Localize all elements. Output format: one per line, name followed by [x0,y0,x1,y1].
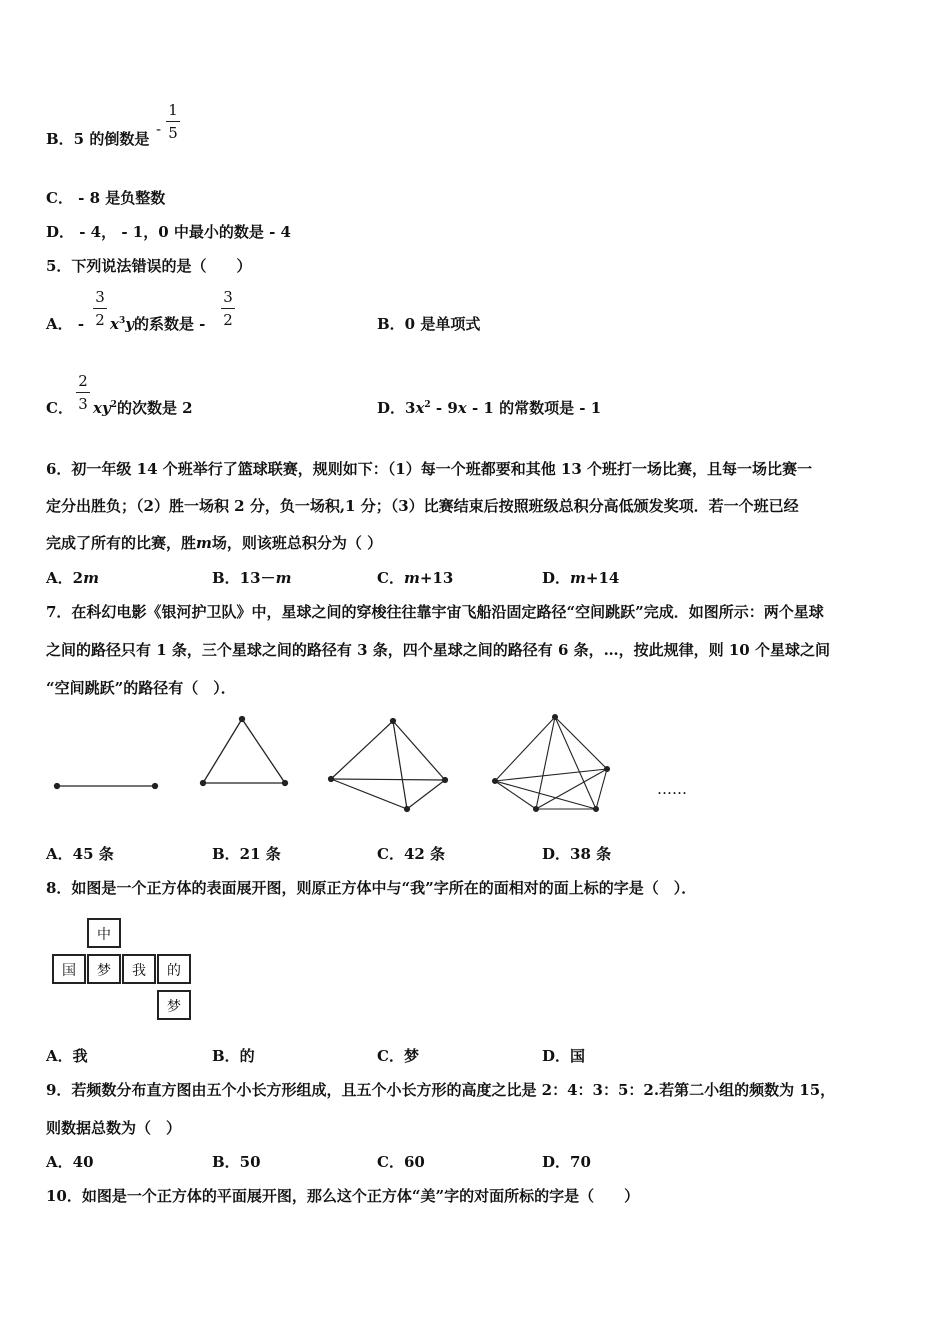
q5-d-end: - 1 的常数项是 - 1 [466,399,602,417]
q5-a-var: x [110,315,119,333]
q8-stem: 8．如图是一个正方体的表面展开图，则原正方体中与“我”字所在的面相对的面上标的字是（ ）． [46,879,697,897]
q5-a-text: 的系数是 - [133,315,206,333]
net-cell-1: 国 [52,954,86,984]
q6-line3-var: m [196,534,212,552]
net-cell-bottom: 梦 [157,990,191,1020]
graph-two-points [55,784,158,789]
q4-b-numerator: 1 [168,101,178,119]
net-cell-4: 的 [157,954,191,984]
q5-d-var: x [415,399,425,417]
graph-four-points [329,719,448,812]
q5-option-b: B．0 是单项式 [377,315,481,333]
q7-option-c: C．42 条 [377,845,446,863]
q7-line3: “空间跳跃”的路径有（ ）． [46,679,236,697]
q5-d-exp: 2 [424,400,431,410]
net-cell-2: 梦 [87,954,121,984]
q6-line1: 6．初一年级 14 个班举行了篮球联赛，规则如下：（1）每一个班都要和其他 13 个班打一场比赛，且每一场比赛一 [46,460,813,478]
q5-a-exp: 3 [118,316,126,326]
q6-a-var: m [83,569,99,587]
q8-option-a: A．我 [46,1047,88,1065]
q5-a-num: 3 [95,288,105,306]
q7-line2: 之间的路径只有 1 条，三个星球之间的路径有 3 条，四个星球之间的路径有 6 条，…，按此规律，则 10 个星球之间 [46,641,830,659]
q5-a-var2: y [125,315,134,333]
q7-option-d: D．38 条 [542,845,612,863]
q10-stem: 10．如图是一个正方体的平面展开图，那么这个正方体“美”字的对面所标的字是（ ） [46,1187,640,1205]
q5-stem: 5．下列说法错误的是（ ） [46,257,252,275]
q5-c-den: 3 [78,395,88,413]
q6-line3b: 场，则该班总积分为（ ） [211,534,383,552]
q6-c-var: m [403,569,420,587]
net-cell-top: 中 [87,918,121,948]
q9-option-b: B．50 [212,1153,261,1171]
q6-d-label: D． [542,569,571,587]
q5-c-num: 2 [78,372,88,390]
q5-a-den2: 2 [223,311,233,329]
q7-ellipsis: …… [657,780,687,798]
q7-option-b: B．21 条 [212,845,281,863]
q8-option-d: D．国 [542,1047,586,1065]
q9-line1: 9．若频数分布直方图由五个小长方形组成，且五个小长方形的高度之比是 2：4：3：5：2.若第二小组的频数为 15， [46,1081,836,1099]
q6-c-label: C． [377,569,404,587]
q6-c-end: +13 [419,569,454,587]
graph-five-points [493,715,610,812]
q5-d-mid: - 9 [430,399,458,417]
q6-b-var: m [275,569,292,587]
q7-option-a: A．45 条 [46,845,114,863]
q6-line3a: 完成了所有的比赛，胜 [46,534,197,552]
graph-three-points [201,717,288,786]
q9-line2: 则数据总数为（ ） [46,1119,182,1137]
q4-b-denominator: 5 [168,124,178,142]
q4-b-sign: - [156,120,162,138]
q5-c-exp: 2 [110,400,117,410]
q4-b-text: B．5 的倒数是 [46,130,150,148]
q6-line2: 定分出胜负；（2）胜一场积 2 分，负一场积,1 分；（3）比赛结束后按照班级总积分高低颁发奖项．若一个班已经 [46,497,799,515]
q4-option-c: C． - 8 是负整数 [46,189,166,207]
q5-c-var: xy [93,399,111,417]
net-cell-3: 我 [122,954,156,984]
q8-option-b: B．的 [212,1047,255,1065]
q6-b-label: B．13－ [212,569,276,587]
q9-option-c: C．60 [377,1153,425,1171]
q6-d-end: +14 [585,569,620,587]
q5-c-prefix: C． [46,399,73,417]
q5-a-den: 2 [95,311,105,329]
q4-option-d: D． - 4， - 1，0 中最小的数是 - 4 [46,223,291,241]
q6-a-label: A．2 [46,569,84,587]
q6-d-var: m [570,569,586,587]
q5-c-text: 的次数是 2 [116,399,193,417]
q8-option-c: C．梦 [377,1047,419,1065]
q5-a-num2: 3 [223,288,233,306]
q5-a-prefix: A． - [46,315,85,333]
q7-line1: 7．在科幻电影《银河护卫队》中，星球之间的穿梭往往靠宇宙飞船沿固定路径“空间跳跃”完成．如图所示：两个星球 [46,603,824,621]
q9-option-a: A．40 [46,1153,94,1171]
q5-d-var2: x [457,399,467,417]
q9-option-d: D．70 [542,1153,591,1171]
q5-d-prefix: D．3 [377,399,416,417]
